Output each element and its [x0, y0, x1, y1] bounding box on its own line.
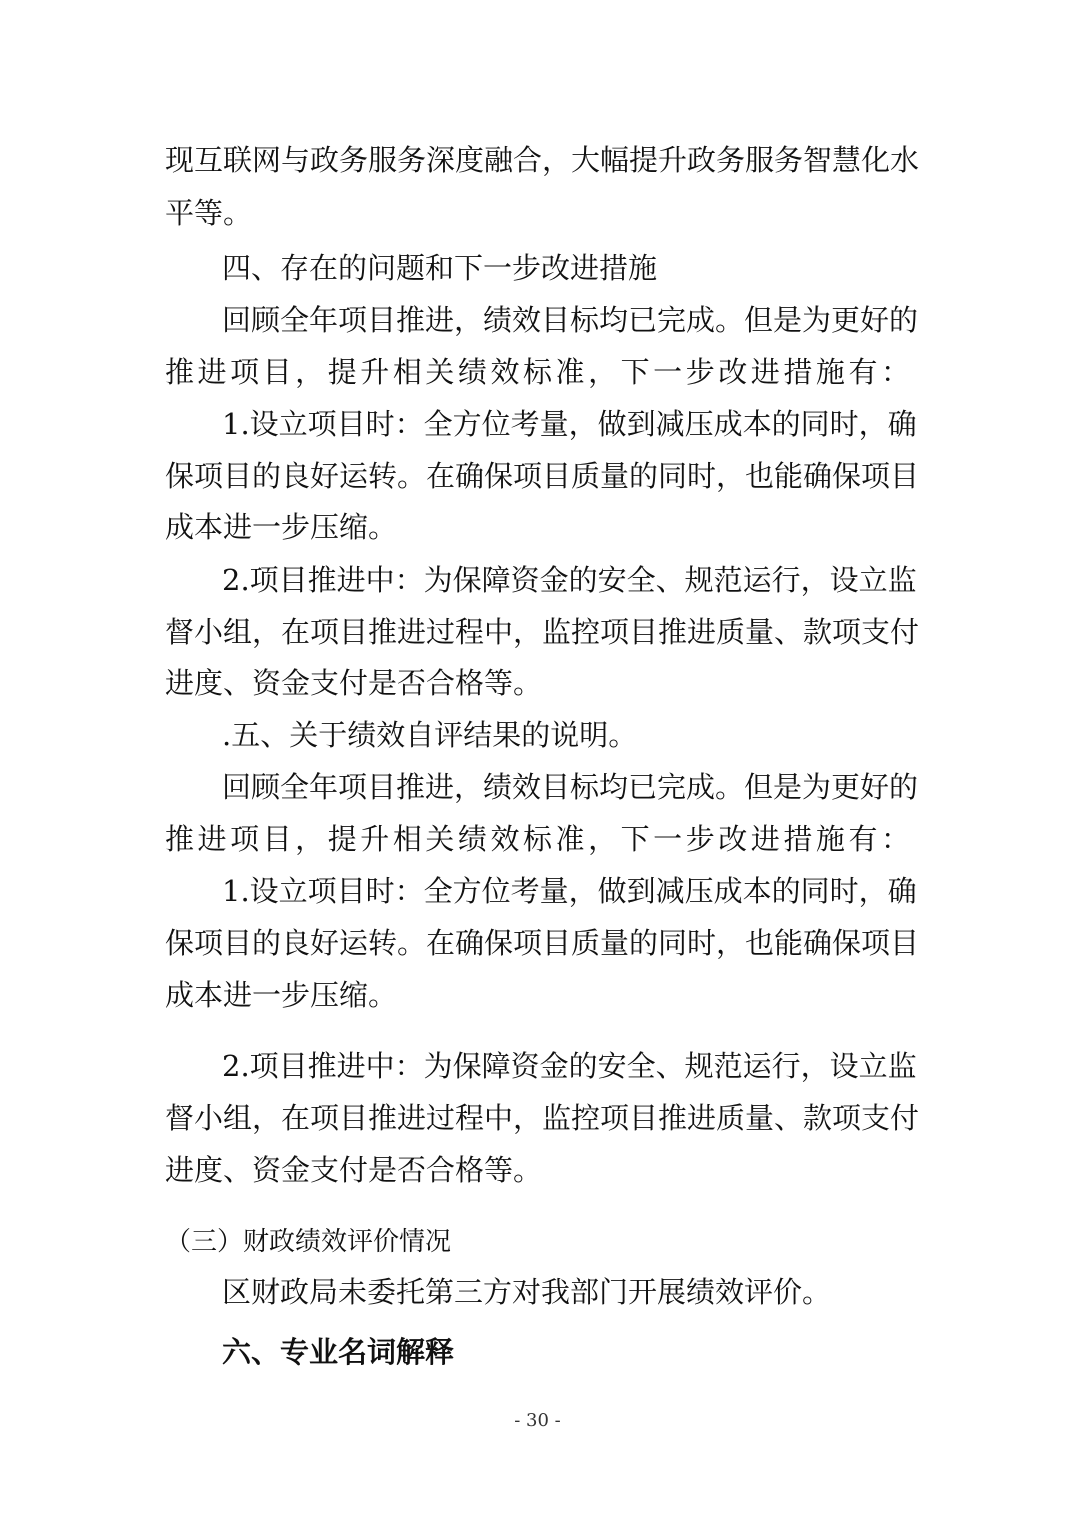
text-line: 督小组，在项目推进过程中，监控项目推进质量、款项支付: [165, 1101, 920, 1135]
text-line: 四、存在的问题和下一步改进措施: [222, 251, 658, 285]
text-line: .五、关于绩效自评结果的说明。: [222, 718, 638, 752]
text-line: 成本进一步压缩。: [165, 510, 398, 544]
text-line: 督小组，在项目推进过程中，监控项目推进质量、款项支付: [165, 615, 920, 649]
text-line: 进度、资金支付是否合格等。: [165, 666, 543, 700]
text-line: 2.项目推进中：为保障资金的安全、规范运行，设立监: [222, 563, 917, 597]
text-line: 保项目的良好运转。在确保项目质量的同时，也能确保项目: [165, 459, 920, 493]
text-line: 2.项目推进中：为保障资金的安全、规范运行，设立监: [222, 1049, 917, 1083]
text-line: 推进项目，提升相关绩效标准，下一步改进措施有：: [165, 355, 910, 389]
text-line: 平等。: [165, 196, 253, 230]
text-line: 回顾全年项目推进，绩效目标均已完成。但是为更好的: [222, 770, 919, 804]
text-line: 区财政局未委托第三方对我部门开展绩效评价。: [222, 1275, 832, 1309]
text-line: 进度、资金支付是否合格等。: [165, 1153, 543, 1187]
text-line: 保项目的良好运转。在确保项目质量的同时，也能确保项目: [165, 926, 920, 960]
text-line: 现互联网与政务服务深度融合，大幅提升政务服务智慧化水: [165, 143, 920, 177]
section-heading: 六、专业名词解释: [222, 1335, 455, 1369]
text-line: 1.设立项目时：全方位考量，做到减压成本的同时，确: [222, 407, 917, 441]
text-line: 推进项目，提升相关绩效标准，下一步改进措施有：: [165, 822, 910, 856]
page-number: - 30 -: [514, 1410, 561, 1431]
text-line: 成本进一步压缩。: [165, 978, 398, 1012]
section-heading: （三）财政绩效评价情况: [165, 1227, 452, 1257]
text-line: 回顾全年项目推进，绩效目标均已完成。但是为更好的: [222, 303, 919, 337]
text-line: 1.设立项目时：全方位考量，做到减压成本的同时，确: [222, 874, 917, 908]
